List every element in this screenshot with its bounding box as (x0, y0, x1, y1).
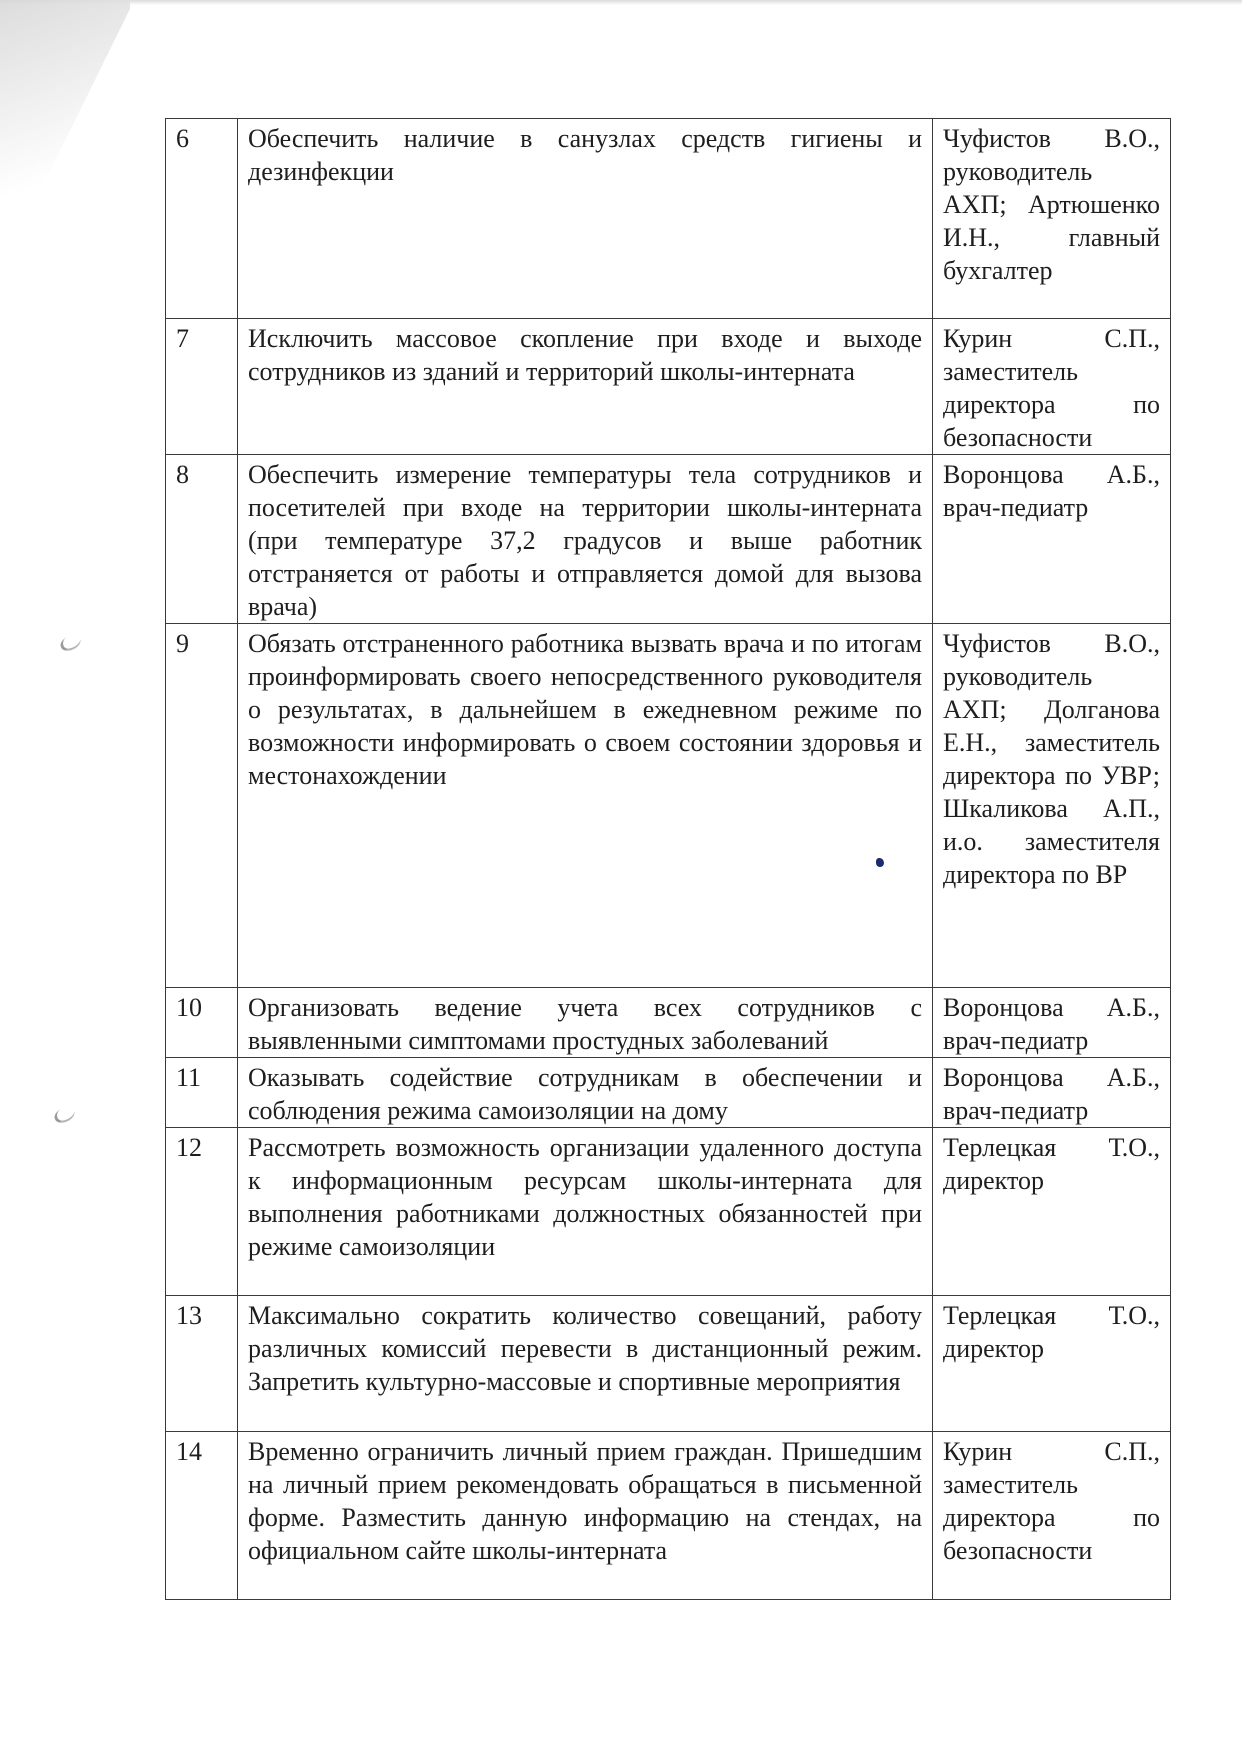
action-plan-table (165, 118, 1171, 1600)
task-description: Максимально сократить количество совещаний, работу различных комиссий перевести в дистанционный режим. Запретить культурно-массовые и спортивные мероприятия (238, 1296, 933, 1432)
responsible-person: Чуфистов В.О., руководитель АХП; Артюшенко И.Н., главный бухгалтер (933, 119, 1171, 319)
table-row (166, 1058, 1171, 1128)
row-number: 7 (166, 319, 238, 455)
task-description: Обеспечить измерение температуры тела сотрудников и посетителей при входе на территории школы-интерната (при температуре 37,2 градусов и выше работник отстраняется от работы и отправляется домой для вызова врача) (238, 455, 933, 624)
table-row (166, 988, 1171, 1058)
responsible-person: Терлецкая Т.О., директор (933, 1296, 1171, 1432)
scan-top-edge (0, 0, 1242, 5)
responsible-person: Терлецкая Т.О., директор (933, 1128, 1171, 1296)
row-number: 10 (166, 988, 238, 1058)
row-number: 12 (166, 1128, 238, 1296)
responsible-person: Курин С.П., заместитель директора по безопасности (933, 1432, 1171, 1600)
responsible-person: Воронцова А.Б., врач-педиатр (933, 988, 1171, 1058)
task-description: Оказывать содействие сотрудникам в обеспечении и соблюдения режима самоизоляции на дому (238, 1058, 933, 1128)
punch-hole-mark (52, 1104, 77, 1126)
row-number: 14 (166, 1432, 238, 1600)
task-description: Обязать отстраненного работника вызвать врача и по итогам проинформировать своего непосредственного руководителя о результатах, в дальнейшем в ежедневном режиме по возможности информировать о своем состоянии здоровья и местонахождении (238, 624, 933, 988)
table-row (166, 119, 1171, 319)
table-row (166, 1296, 1171, 1432)
row-number: 8 (166, 455, 238, 624)
task-description: Организовать ведение учета всех сотрудников с выявленными симптомами простудных заболеваний (238, 988, 933, 1058)
page-fold-shadow (0, 0, 130, 220)
row-number: 6 (166, 119, 238, 319)
responsible-person: Курин С.П., заместитель директора по безопасности (933, 319, 1171, 455)
task-description: Исключить массовое скопление при входе и выходе сотрудников из зданий и территорий школы-интерната (238, 319, 933, 455)
responsible-person: Чуфистов В.О., руководитель АХП; Долганова Е.Н., заместитель директора по УВР; Шкаликова А.П., и.о. заместителя директора по ВР (933, 624, 1171, 988)
punch-hole-mark (58, 632, 83, 654)
responsible-person: Воронцова А.Б., врач-педиатр (933, 1058, 1171, 1128)
row-number: 9 (166, 624, 238, 988)
task-description: Временно ограничить личный прием граждан. Пришедшим на личный прием рекомендовать обращаться в письменной форме. Разместить данную информацию на стендах, на официальном сайте школы-интерната (238, 1432, 933, 1600)
task-description: Рассмотреть возможность организации удаленного доступа к информационным ресурсам школы-интерната для выполнения работниками должностных обязанностей при режиме самоизоляции (238, 1128, 933, 1296)
table-row (166, 1432, 1171, 1600)
table-row (166, 455, 1171, 624)
table-row (166, 624, 1171, 988)
row-number: 13 (166, 1296, 238, 1432)
table-row (166, 319, 1171, 455)
responsible-person: Воронцова А.Б., врач-педиатр (933, 455, 1171, 624)
row-number: 11 (166, 1058, 238, 1128)
table-row (166, 1128, 1171, 1296)
task-description: Обеспечить наличие в санузлах средств гигиены и дезинфекции (238, 119, 933, 319)
